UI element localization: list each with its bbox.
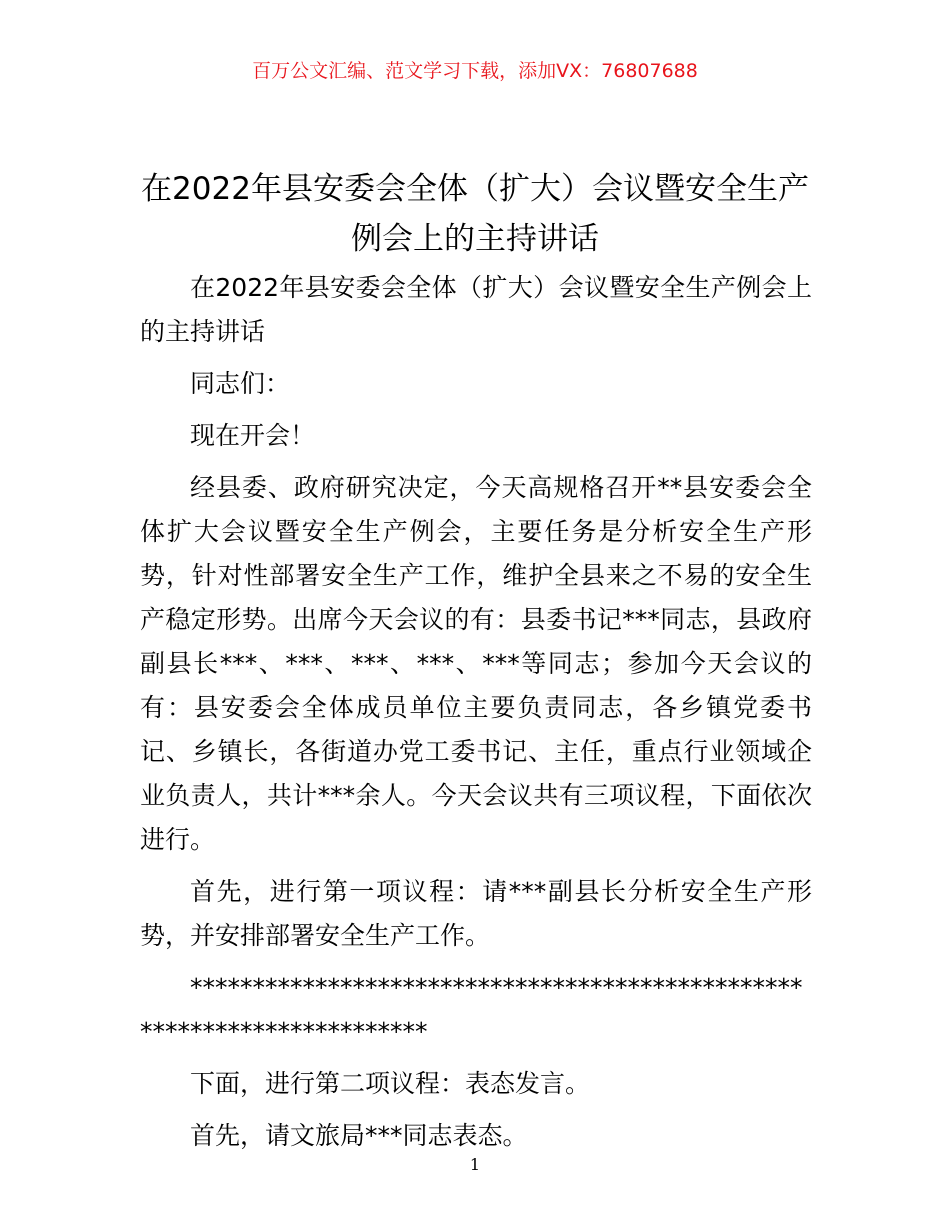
body-paragraph-separator: ************************************************************************ [140,973,803,1046]
body-paragraph-first-speaker: 首先，请文旅局***同志表态。 [190,1121,528,1150]
body-paragraph-salutation: 同志们： [190,369,291,398]
body-paragraph-title-repeat: 在2022年县安委会全体（扩大）会议暨安全生产例会上的主持讲话 [140,273,812,346]
body-paragraph-agenda-two: 下面，进行第二项议程：表态发言。 [190,1069,591,1098]
body-paragraph-introduction: 经县委、政府研究决定，今天高规格召开**县安委会全体扩大会议暨安全生产例会，主要任务是分析安全生产形势，针对性部署安全生产工作，维护全县来之不易的安全生产稳定形势。出席今天会议的有：县委书记***同志，县政府副县长***、***、***、***、***等同志；参加今天会议的有：县安委会全体成员单位主要负责同志，各乡镇党委书记、乡镇长，各街道办党工委书记、主任，重点行业领域企业负责人，共计***余人。今天会议共有三项议程，下面依次进行。 [140,473,812,854]
body-paragraph-opening: 现在开会！ [190,421,316,450]
document-title: 在2022年县安委会全体（扩大）会议暨安全生产例会上的主持讲话 [141,171,809,257]
body-paragraph-agenda-one: 首先，进行第一项议程：请***副县长分析安全生产形势，并安排部署安全生产工作。 [140,877,812,950]
document-body [140,266,812,1166]
header-note: 百万公文汇编、范文学习下载，添加VX：76807688 [252,60,698,82]
page-number: 1 [469,1155,481,1174]
